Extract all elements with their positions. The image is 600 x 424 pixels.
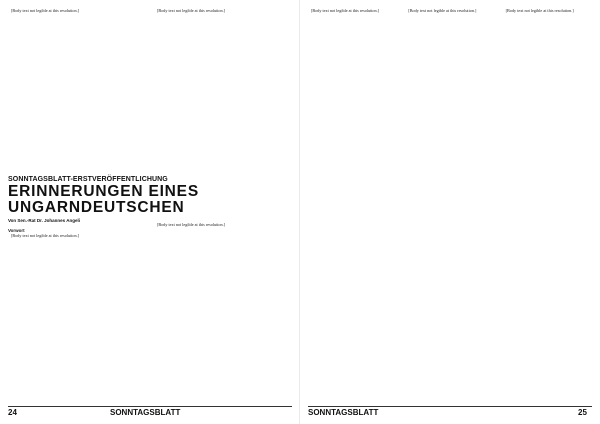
article-intro-columns [8, 8, 292, 174]
body-paragraph: [Body text not legible at this resolution.] [157, 222, 226, 227]
article-continuation-columns [308, 8, 592, 405]
headline-line-2: UNGARNDEUTSCHEN [8, 199, 185, 216]
text-column [308, 8, 397, 405]
body-paragraph: [Body text not legible at this resolution.] [157, 8, 226, 13]
body-paragraph: [Body text not legible at this resolution.] [11, 233, 80, 239]
text-column [8, 8, 146, 174]
page-number: 24 [8, 408, 17, 417]
body-paragraph: [Body text not legible at this resolution.] [408, 8, 477, 13]
footer-rule [8, 406, 292, 407]
text-column [405, 8, 494, 405]
author-byline: Von Sen.-Rat Dr. Johannes Angeli [8, 218, 81, 223]
body-paragraph: [Body text not legible at this resolution.] [11, 8, 80, 13]
article-headline [8, 184, 292, 216]
article-body-columns [8, 222, 292, 405]
body-paragraph: [Body text not legible at this resolution.] [311, 8, 380, 13]
page-number: 25 [578, 408, 587, 417]
headline-line-1: ERINNERUNGEN EINES [8, 183, 199, 200]
footer-rule [308, 406, 592, 407]
body-paragraph: [Body text not legible at this resolution.] [505, 8, 574, 13]
section-kicker: SONNTAGSBLATT-ERSTVERÖFFENTLICHUNG [8, 176, 168, 183]
text-column [154, 222, 292, 405]
right-page [300, 0, 600, 424]
text-column [154, 8, 292, 174]
section-label: Vorwort [8, 228, 25, 233]
text-column [8, 222, 146, 405]
running-footer: SONNTAGSBLATT [110, 408, 181, 417]
text-column [503, 8, 592, 405]
running-footer: SONNTAGSBLATT [308, 408, 379, 417]
